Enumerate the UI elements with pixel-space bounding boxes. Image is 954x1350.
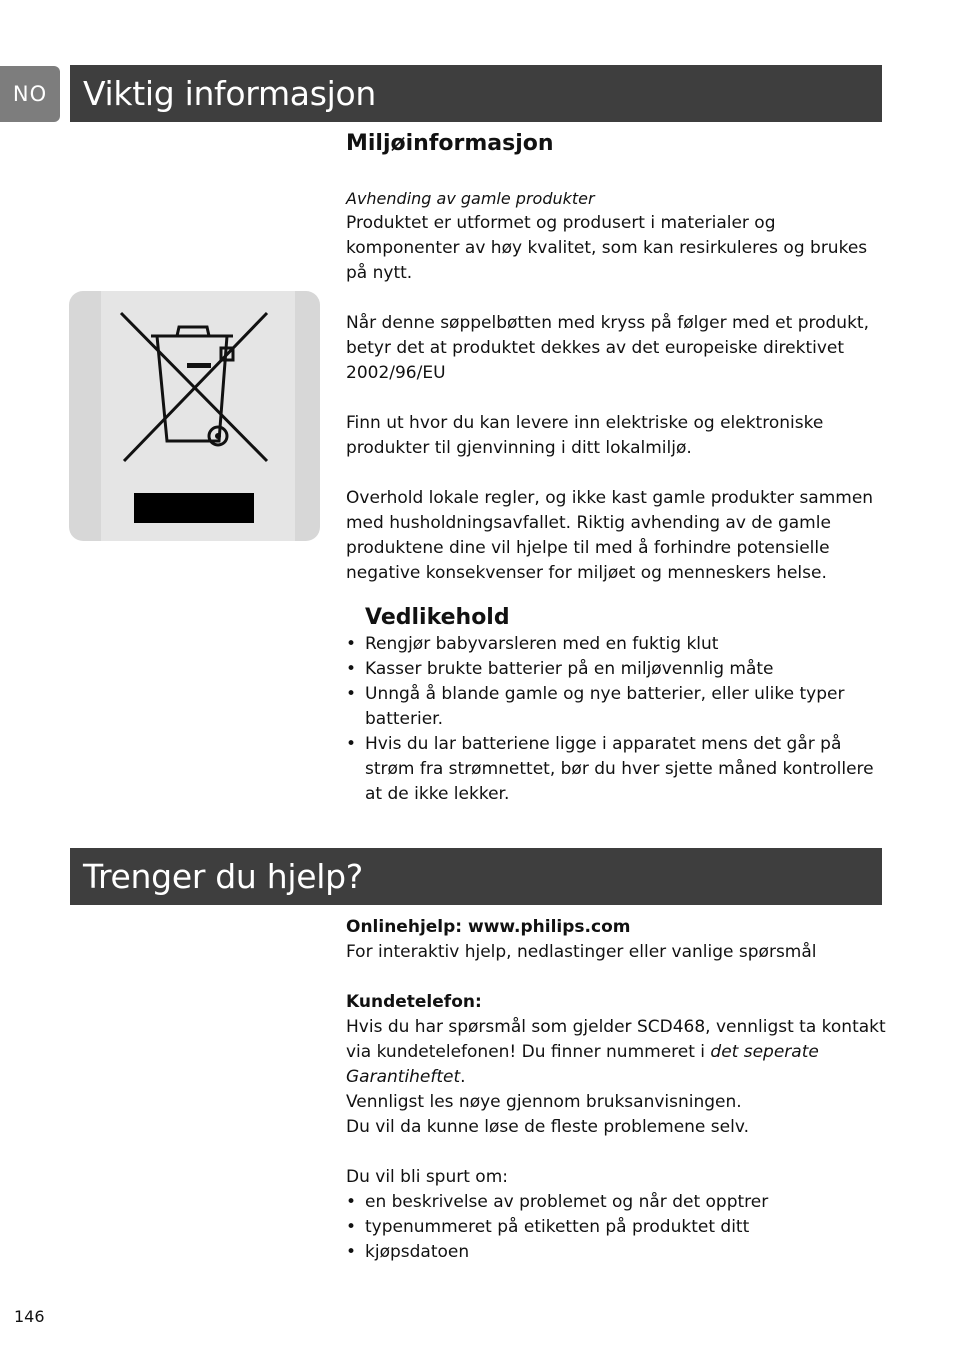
online-help-text: For interaktiv hjelp, nedlastinger eller vanlige spørsmål [346,942,817,962]
help-column [346,915,886,1265]
environment-info-column [346,130,886,586]
page-number: 146 [14,1307,45,1326]
paragraph-recycling: Finn ut hvor du kan levere inn elektriske og elektroniske produkter til gjenvinning i ditt lokalmiljø. [346,413,824,458]
section-header-important-info [70,65,882,122]
customer-phone-text: Hvis du har spørsmål som gjelder SCD468, vennligst ta kontakt via kundetelefonen! Du finner nummeret i det seperate Garantiheftet. [346,1017,886,1087]
section-header-help [70,848,882,905]
list-item: • kjøpsdatoen [346,1240,886,1265]
section-title: Viktig informasjon [83,74,376,113]
list-item: • Unngå å blande gamle og nye batterier, eller ulike typer batterier. [346,682,886,732]
paragraph-materials: Produktet er utformet og produsert i materialer og komponenter av høy kvalitet, som kan resirkuleres og brukes på nytt. [346,213,868,283]
paragraph-local-rules: Overhold lokale regler, og ikke kast gamle produkter sammen med husholdningsavfallet. Riktig avhending av de gamle produktene dine vil hjelpe til med å forhindre potensielle negative konsekvenser for miljøet og menneskers helse. [346,488,874,583]
maintenance-column [346,604,886,807]
weee-black-bar [134,493,254,523]
heading-environment: Miljøinformasjon [346,131,554,156]
list-item: • en beskrivelse av problemet og når det opptrer [346,1190,886,1215]
asked-list [346,1190,886,1265]
warranty-booklet-ref: det seperate Garantiheftet [346,1042,819,1087]
paragraph-bin-symbol: Når denne søppelbøtten med kryss på følger med et produkt, betyr det at produktet dekkes av det europeiske direktivet 2002/96/EU [346,313,869,383]
maintenance-list [346,632,886,807]
customer-phone-label: Kundetelefon: [346,992,482,1012]
list-item: • Hvis du lar batteriene ligge i apparatet mens det går på strøm fra strømnettet, bør du hver sjette måned kontrollere at de ikke lekker. [346,732,886,807]
asked-intro: Du vil bli spurt om: [346,1167,508,1187]
subtitle-disposal: Avhending av gamle produkter [346,189,595,208]
online-help-label: Onlinehjelp: www.philips.com [346,917,631,937]
read-manual-line: Vennligst les nøye gjennom bruksanvisningen. [346,1092,742,1112]
heading-maintenance: Vedlikehold [365,605,510,630]
weee-symbol-panel [69,291,320,541]
list-item: • Rengjør babyvarsleren med en fuktig klut [346,632,886,657]
solve-problems-line: Du vil da kunne løse de fleste problemene selv. [346,1117,749,1137]
language-tab: NO [0,66,60,122]
section-title: Trenger du hjelp? [83,857,363,896]
list-item: • Kasser brukte batterier på en miljøvennlig måte [346,657,886,682]
list-item: • typenummeret på etiketten på produktet ditt [346,1215,886,1240]
